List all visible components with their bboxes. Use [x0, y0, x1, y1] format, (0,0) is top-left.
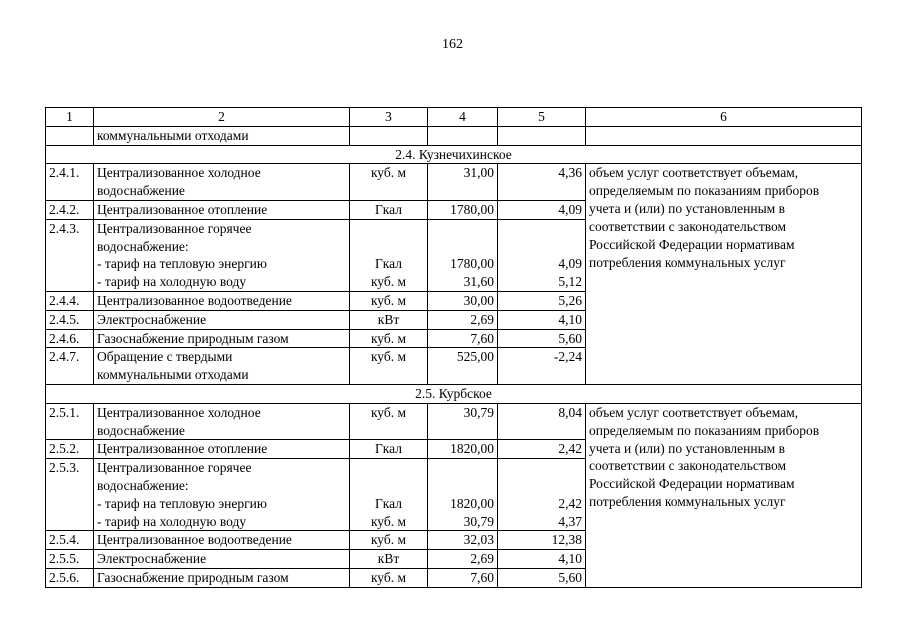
- row-number: 2.5.5.: [46, 550, 94, 569]
- table-body: [46, 108, 862, 588]
- volume: [428, 291, 498, 310]
- service-name: [94, 459, 350, 531]
- number-cell: [46, 126, 94, 145]
- column-header: 3: [350, 108, 428, 127]
- tariff-line: 4,37: [558, 513, 582, 529]
- service-name: [94, 550, 350, 569]
- note-line: учета и (или) по установленным в: [589, 201, 785, 217]
- unit: [350, 310, 428, 329]
- tariff: [498, 310, 586, 329]
- volume-line: 1820,00: [450, 495, 494, 511]
- volume-line: [431, 422, 494, 440]
- row-number: 2.5.2.: [46, 440, 94, 459]
- note-line: потребления коммунальных услуг: [589, 494, 786, 510]
- volume-line: 525,00: [456, 349, 494, 365]
- service-name-line: Централизованное отопление: [97, 201, 268, 217]
- service-name: [94, 568, 350, 587]
- section-title: 2.4. Кузнечихинское: [46, 145, 862, 164]
- service-name-line: Электроснабжение: [97, 551, 207, 567]
- volume-line: 31,00: [463, 165, 494, 181]
- tariff-line: 2,42: [558, 495, 582, 511]
- unit: [350, 329, 428, 348]
- row-number: 2.5.6.: [46, 568, 94, 587]
- volume-line: 1780,00: [450, 201, 494, 217]
- unit-line: кВт: [377, 551, 400, 567]
- tariff-table: [45, 107, 862, 588]
- row-number: 2.5.1.: [46, 403, 94, 440]
- row-number: 2.4.7.: [46, 348, 94, 385]
- volume: [428, 568, 498, 587]
- service-name: [94, 291, 350, 310]
- volume-line: 30,00: [463, 292, 494, 308]
- unit-line: [353, 238, 424, 256]
- volume-line: 1780,00: [450, 256, 494, 272]
- unit-line: [353, 477, 424, 495]
- service-name-line: Централизованное водоотведение: [97, 532, 292, 548]
- unit-line: Гкал: [374, 495, 402, 511]
- tariff-line: 4,10: [558, 551, 582, 567]
- volume-line: 7,60: [470, 330, 494, 346]
- tariff: [498, 291, 586, 310]
- row-number: 2.4.5.: [46, 310, 94, 329]
- table-row: [46, 164, 862, 201]
- service-name-line: - тариф на тепловую энергию: [97, 495, 267, 511]
- volume: [428, 200, 498, 219]
- table-row: [46, 403, 862, 440]
- volume-line: 2,69: [470, 551, 494, 567]
- volume: [428, 164, 498, 201]
- unit: [350, 403, 428, 440]
- note: [586, 164, 862, 385]
- tariff: [498, 348, 586, 385]
- note-line: объем услуг соответствует объемам,: [589, 165, 799, 181]
- row-number: 2.4.4.: [46, 291, 94, 310]
- note-line: соответствии с законодательством: [589, 219, 787, 235]
- tariff-line: [501, 422, 582, 440]
- volume-line: 7,60: [470, 569, 494, 585]
- unit: [350, 568, 428, 587]
- service-name: [94, 200, 350, 219]
- unit-line: куб. м: [370, 404, 407, 420]
- unit-line: кВт: [377, 311, 400, 327]
- tariff: [498, 550, 586, 569]
- unit-cell: [350, 126, 428, 145]
- volume: [428, 440, 498, 459]
- column-header: 2: [94, 108, 350, 127]
- volume-line: [431, 459, 494, 477]
- service-name-line: водоснабжение: [97, 183, 185, 199]
- service-name: [94, 440, 350, 459]
- unit-line: куб. м: [370, 292, 407, 308]
- volume: [428, 403, 498, 440]
- tariff: [498, 568, 586, 587]
- unit-line: [353, 220, 424, 238]
- volume: [428, 531, 498, 550]
- unit: [350, 550, 428, 569]
- section-title: 2.5. Курбское: [46, 384, 862, 403]
- service-name: [94, 219, 350, 291]
- page-number: 162: [442, 37, 463, 52]
- unit: [350, 291, 428, 310]
- tariff: [498, 219, 586, 291]
- tariff-line: 5,26: [558, 292, 582, 308]
- unit: [350, 219, 428, 291]
- service-name-line: водоснабжение:: [97, 238, 189, 254]
- unit-line: куб. м: [370, 569, 407, 585]
- tariff: [498, 403, 586, 440]
- volume-line: [431, 477, 494, 495]
- note-line: Российской Федерации нормативам: [589, 237, 795, 253]
- row-number: 2.4.3.: [46, 219, 94, 291]
- tariff: [498, 440, 586, 459]
- service-name-line: - тариф на холодную воду: [97, 513, 247, 529]
- volume-line: 2,69: [470, 311, 494, 327]
- volume: [428, 329, 498, 348]
- service-name-line: водоснабжение:: [97, 477, 189, 493]
- volume: [428, 348, 498, 385]
- note-line: определяемым по показаниям приборов: [589, 422, 820, 438]
- note-line: определяемым по показаниям приборов: [589, 183, 820, 199]
- service-name-line: Электроснабжение: [97, 311, 207, 327]
- volume-line: 1820,00: [450, 441, 494, 457]
- unit-line: куб. м: [370, 513, 407, 529]
- note-line: потребления коммунальных услуг: [589, 254, 786, 270]
- volume: [428, 310, 498, 329]
- unit-line: [353, 182, 424, 200]
- service-name-line: Газоснабжение природным газом: [97, 569, 289, 585]
- service-name: [94, 310, 350, 329]
- service-name-line: Централизованное горячее: [97, 460, 252, 476]
- column-header: 6: [586, 108, 862, 127]
- tariff: [498, 531, 586, 550]
- service-name: [94, 329, 350, 348]
- service-name-line: Централизованное горячее: [97, 220, 252, 236]
- note-cell: [586, 126, 862, 145]
- service-name: [94, 531, 350, 550]
- service-name-line: - тариф на холодную воду: [97, 274, 247, 290]
- tariff-line: 5,12: [558, 274, 582, 290]
- volume-line: 32,03: [463, 532, 494, 548]
- tariff-line: 2,42: [558, 441, 582, 457]
- row-number: 2.4.2.: [46, 200, 94, 219]
- unit-line: Гкал: [374, 256, 402, 272]
- note-line: Российской Федерации нормативам: [589, 476, 795, 492]
- unit: [350, 440, 428, 459]
- service-name-line: Централизованное холодное: [97, 165, 261, 181]
- volume-line: 30,79: [463, 513, 494, 529]
- unit-line: [353, 422, 424, 440]
- tariff-line: 5,60: [558, 569, 582, 585]
- unit-line: куб. м: [370, 349, 407, 365]
- tariff-line: 4,09: [558, 201, 582, 217]
- column-header: 5: [498, 108, 586, 127]
- service-name: [94, 403, 350, 440]
- row-number: 2.4.6.: [46, 329, 94, 348]
- volume-line: [431, 238, 494, 256]
- unit-line: куб. м: [370, 274, 407, 290]
- volume-line: 31,60: [463, 274, 494, 290]
- volume-cell: [428, 126, 498, 145]
- tariff-line: [501, 220, 582, 238]
- note-line: учета и (или) по установленным в: [589, 440, 785, 456]
- unit-line: [353, 459, 424, 477]
- tariff-line: 8,04: [558, 404, 582, 420]
- note-line: соответствии с законодательством: [589, 458, 787, 474]
- tariff-line: 5,60: [558, 330, 582, 346]
- unit: [350, 531, 428, 550]
- column-header: 4: [428, 108, 498, 127]
- unit: [350, 348, 428, 385]
- tariff-line: 4,10: [558, 311, 582, 327]
- tariff-cell: [498, 126, 586, 145]
- unit-line: куб. м: [370, 532, 407, 548]
- tariff-line: [501, 366, 582, 384]
- tariff: [498, 329, 586, 348]
- section-row: [46, 384, 862, 403]
- service-name-line: водоснабжение: [97, 422, 185, 438]
- row-number: 2.5.3.: [46, 459, 94, 531]
- row-number: 2.4.1.: [46, 164, 94, 201]
- service-name-line: Централизованное отопление: [97, 441, 268, 457]
- unit-line: [353, 366, 424, 384]
- volume-line: [431, 182, 494, 200]
- note: [586, 403, 862, 587]
- tariff: [498, 200, 586, 219]
- service-name-line: Газоснабжение природным газом: [97, 330, 289, 346]
- service-name-line: коммунальными отходами: [97, 367, 249, 383]
- header-row: [46, 108, 862, 127]
- service-name-line: Обращение с твердыми: [97, 349, 233, 365]
- unit-line: куб. м: [370, 165, 407, 181]
- tariff-line: 4,09: [558, 256, 582, 272]
- volume: [428, 219, 498, 291]
- unit: [350, 459, 428, 531]
- column-header: 1: [46, 108, 94, 127]
- service-name-cell: коммунальными отходами: [94, 126, 350, 145]
- tariff: [498, 164, 586, 201]
- service-name-line: Централизованное холодное: [97, 404, 261, 420]
- service-name-line: - тариф на тепловую энергию: [97, 256, 267, 272]
- volume: [428, 550, 498, 569]
- unit-line: Гкал: [374, 201, 402, 217]
- tariff-line: [501, 459, 582, 477]
- volume-line: [431, 366, 494, 384]
- tariff-line: 4,36: [558, 165, 582, 181]
- section-row: [46, 145, 862, 164]
- volume-line: [431, 220, 494, 238]
- service-name: [94, 348, 350, 385]
- unit: [350, 164, 428, 201]
- volume: [428, 459, 498, 531]
- tariff-line: [501, 182, 582, 200]
- tariff-line: -2,24: [553, 349, 582, 365]
- note-line: объем услуг соответствует объемам,: [589, 404, 799, 420]
- service-name: [94, 164, 350, 201]
- unit-line: куб. м: [370, 330, 407, 346]
- tariff-line: [501, 477, 582, 495]
- tariff-line: 12,38: [551, 532, 582, 548]
- unit-line: Гкал: [374, 441, 402, 457]
- volume-line: 30,79: [463, 404, 494, 420]
- service-name-line: Централизованное водоотведение: [97, 292, 292, 308]
- unit: [350, 200, 428, 219]
- tariff: [498, 459, 586, 531]
- row-number: 2.5.4.: [46, 531, 94, 550]
- continuation-row: [46, 126, 862, 145]
- tariff-line: [501, 238, 582, 256]
